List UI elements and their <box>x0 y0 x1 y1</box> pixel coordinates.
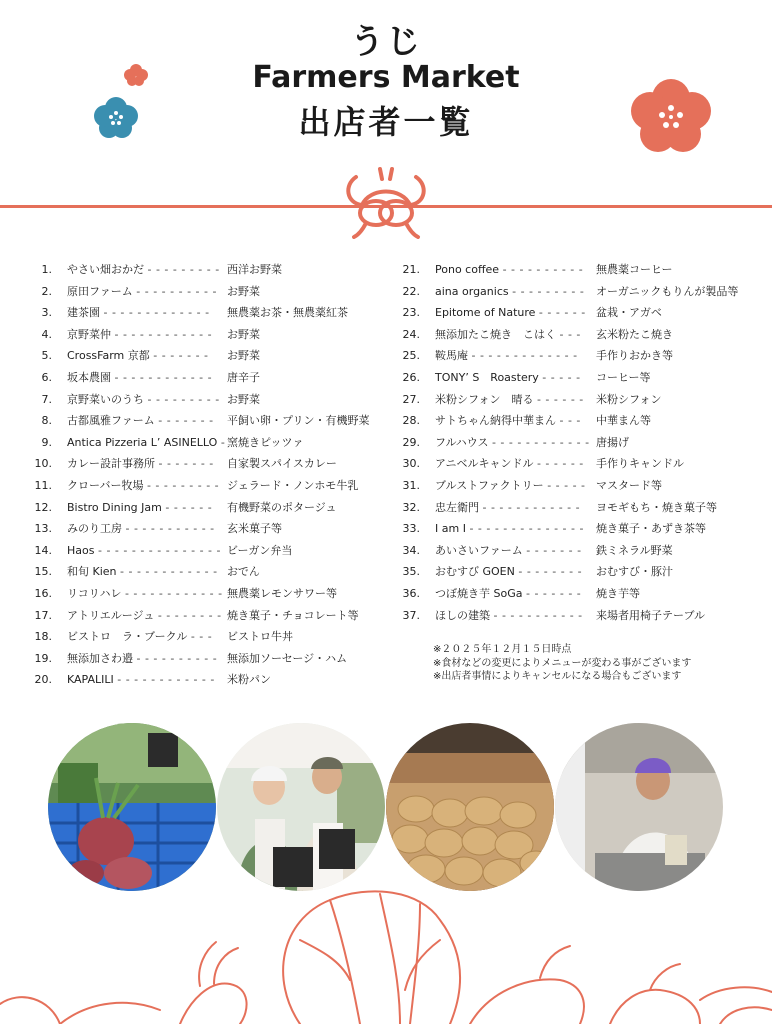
vendor-name-text: カレー設計事務所 <box>67 457 155 471</box>
vendor-name-text: Bistro Dining Jam <box>67 500 162 514</box>
vendor-name <box>67 393 220 407</box>
vendor-number: 27. <box>402 392 420 406</box>
vendor-name <box>67 630 212 644</box>
vendor-number: 5. <box>41 349 52 363</box>
vendor-row <box>398 587 768 609</box>
vendor-item: オーガニックもりんが製品等 <box>596 284 739 298</box>
vendor-item: 中華まん等 <box>596 414 651 428</box>
note-date: ※２０２５年１２月１５日時点 <box>433 644 572 655</box>
vendor-number: 37. <box>402 608 420 622</box>
vendor-number: 35. <box>402 565 420 579</box>
vendor-name <box>435 587 581 601</box>
vendor-leader-dots: - - - - - - - - - <box>146 478 220 492</box>
cook-at-stall-photo <box>555 723 723 891</box>
vendor-leader-dots: - - - - - - - - <box>518 565 583 579</box>
vendor-item: 無農薬レモンサワー等 <box>227 586 337 600</box>
vendor-row <box>398 306 768 328</box>
vendor-name <box>435 457 584 471</box>
vendor-row <box>398 393 768 415</box>
vendor-row <box>398 285 768 307</box>
vendor-item: お野菜 <box>227 349 260 363</box>
vendor-leader-dots: - - - <box>559 327 581 341</box>
vendor-leader-dots: - - - - - - - - - - - <box>493 608 583 622</box>
vendor-item: 来場者用椅子テーブル <box>596 608 706 622</box>
vendor-number: 3. <box>41 306 52 320</box>
vendor-leader-dots: - - - - - <box>547 478 586 492</box>
vendor-number: 25. <box>402 349 420 363</box>
vendor-name-text: CrossFarm 京都 <box>67 349 150 363</box>
vendor-leader-dots: - - - - - - - - - - - - - <box>471 349 578 363</box>
vendor-item: 焼き芋等 <box>596 586 640 600</box>
vendor-name <box>435 501 580 515</box>
vendor-name <box>435 414 581 428</box>
vendor-number: 31. <box>402 478 420 492</box>
vendor-row <box>30 328 400 350</box>
vendor-leader-dots: - - - - - - - - - <box>147 392 220 406</box>
vendor-number: 23. <box>402 306 420 320</box>
vendor-name-text: ブルストファクトリー <box>435 478 544 492</box>
vendor-row <box>30 371 400 393</box>
vendor-name-text: Antica Pizzeria L’ ASINELLO <box>67 435 218 449</box>
vendor-number: 10. <box>34 457 52 471</box>
vendor-number: 17. <box>34 608 52 622</box>
vendors-smiling-photo <box>217 723 385 891</box>
vendor-leader-dots: - - - - - - - - - - <box>136 651 218 665</box>
vendor-name-text: 京野菜いのうち <box>67 392 144 406</box>
vendor-item: マスタード等 <box>596 478 662 492</box>
vendor-leader-dots: - - - - - - - - <box>157 608 222 622</box>
vendor-list-right <box>398 263 768 630</box>
vendor-leader-dots: - - - - - - - - - - <box>136 284 217 298</box>
vendor-name <box>435 565 582 579</box>
vendor-name <box>67 436 225 450</box>
vendor-name-text: 坂本農園 <box>67 370 111 384</box>
vendor-row <box>398 544 768 566</box>
vendor-item: お野菜 <box>227 392 260 406</box>
vendor-name <box>435 479 586 493</box>
vendor-number: 18. <box>34 630 52 644</box>
notes <box>433 643 691 684</box>
vendor-name <box>67 587 223 601</box>
vendor-name-text: クローバー牧場 <box>67 478 144 492</box>
vendor-leader-dots: - - - - - - - - - - - - - <box>103 306 210 320</box>
vendor-name <box>67 457 214 471</box>
vendor-row <box>398 436 768 458</box>
vendor-name-text: やさい畑おかだ <box>67 263 144 276</box>
vendor-leader-dots: - - - <box>190 630 213 644</box>
vendor-name <box>67 414 214 428</box>
vendor-leader-dots: - - - <box>559 414 581 428</box>
vendor-item: ビストロ牛丼 <box>227 630 293 644</box>
vendor-item: 無農薬コーヒー <box>596 263 673 276</box>
vendor-name-text: 建茶園 <box>67 306 100 320</box>
vendor-name <box>435 306 586 320</box>
vendor-number: 8. <box>41 414 52 428</box>
vendor-item: 唐揚げ <box>596 435 629 449</box>
vendor-leader-dots: - <box>220 435 226 449</box>
vendor-row <box>30 414 400 436</box>
vendor-name-text: Epitome of Nature <box>435 306 536 320</box>
vendor-row <box>30 349 400 371</box>
vendor-name <box>435 349 578 363</box>
vendor-name-text: 京野菜仲 <box>67 327 111 341</box>
vendor-number: 1. <box>41 263 52 276</box>
vendor-item: 無農薬お茶・無農薬紅茶 <box>227 306 348 320</box>
vendor-item: 玄米菓子等 <box>227 522 282 536</box>
vendor-leader-dots: - - - - - - - - - <box>147 263 220 276</box>
vendor-leader-dots: - - - - - - - - - - - - <box>482 500 581 514</box>
vendor-name <box>435 436 590 450</box>
vendor-row <box>30 652 400 674</box>
vendor-item: 唐辛子 <box>227 370 260 384</box>
vendor-name <box>435 522 584 536</box>
vendor-leader-dots: - - - - - - <box>536 392 584 406</box>
vendor-item: 焼き菓子・チョコレート等 <box>227 608 359 622</box>
vendor-leader-dots: - - - - - - - - - - - - - - <box>469 522 584 536</box>
vendor-row <box>30 285 400 307</box>
vendor-leader-dots: - - - - - - - <box>526 543 582 557</box>
vendor-leader-dots: - - - - - - - - - - <box>502 263 584 276</box>
vendor-name-text: 古都風雅ファーム <box>67 414 155 428</box>
vendor-name <box>435 393 584 407</box>
vendor-name-text: フルハウス <box>435 435 489 449</box>
vendor-name-text: ほしの建築 <box>435 608 490 622</box>
vendor-name <box>67 609 222 623</box>
vendor-name-text: 無添加さわ邉 <box>67 651 133 665</box>
vendor-name-text: 無添加たこ焼き こはく <box>435 327 556 341</box>
vendor-number: 22. <box>402 284 420 298</box>
vendor-row <box>30 522 400 544</box>
vendor-item: お野菜 <box>227 327 260 341</box>
vendor-name-text: つぼ焼き芋 SoGa <box>435 586 523 600</box>
vendor-leader-dots: - - - - - - <box>165 500 213 514</box>
vendor-name-text: おむすび GOEN <box>435 565 515 579</box>
vendor-name <box>67 652 217 666</box>
vendor-row <box>398 565 768 587</box>
vendor-name <box>435 544 582 558</box>
vendor-item: お野菜 <box>227 284 260 298</box>
vendor-number: 14. <box>34 543 52 557</box>
vendor-name <box>435 285 584 299</box>
vendor-name-text: 鞍馬庵 <box>435 349 468 363</box>
vendor-leader-dots: - - - - - - - <box>158 414 214 428</box>
vendor-number: 6. <box>41 370 52 384</box>
vendor-name <box>435 263 583 277</box>
vendor-leader-dots: - - - - - - - <box>525 586 582 600</box>
vendor-item: 有機野菜のポタージュ <box>227 500 337 514</box>
vegetables-basket-photo <box>48 723 216 891</box>
vendor-item: おむすび・豚汁 <box>596 565 673 579</box>
vendor-number: 15. <box>34 565 52 579</box>
vendor-number: 34. <box>402 543 420 557</box>
vendor-name <box>67 673 215 687</box>
vendor-row <box>398 479 768 501</box>
vendor-row <box>398 371 768 393</box>
vendor-name <box>67 371 212 385</box>
vendor-row <box>398 609 768 631</box>
vendor-leader-dots: - - - - - - - - - - - - <box>491 435 590 449</box>
vendor-row <box>398 457 768 479</box>
vendor-item: 無添加ソーセージ・ハム <box>227 651 348 665</box>
vendor-number: 32. <box>402 500 420 514</box>
title-vendor-list: 出店者一覧 <box>298 103 474 141</box>
vendor-row <box>30 587 400 609</box>
vendor-leader-dots: - - - - - <box>542 370 581 384</box>
vendor-name <box>67 479 219 493</box>
vendor-name <box>435 328 581 342</box>
potatoes-crate-photo <box>386 723 554 891</box>
vendor-row <box>30 306 400 328</box>
vendor-row <box>398 501 768 523</box>
vendor-name-text: Haos <box>67 543 95 557</box>
vendor-number: 24. <box>402 327 420 341</box>
vendor-item: 平飼い卵・プリン・有機野菜 <box>227 414 370 428</box>
vendor-name <box>67 306 210 320</box>
vendor-leader-dots: - - - - - - <box>538 306 586 320</box>
vendor-leader-dots: - - - - - - - - - - - - <box>114 370 213 384</box>
vendor-item: コーヒー等 <box>596 370 651 384</box>
vendor-row <box>30 673 400 695</box>
vendor-name-text: 和旬 Kien <box>67 565 117 579</box>
vendor-leader-dots: - - - - - - - - - <box>512 284 585 298</box>
vendor-number: 33. <box>402 522 420 536</box>
vendor-name-text: 原田ファーム <box>67 284 133 298</box>
vendor-name-text: aina organics <box>435 284 509 298</box>
vendor-name <box>67 349 209 363</box>
vendor-name-text: アトリエルージュ <box>67 608 155 622</box>
vendor-number: 30. <box>402 457 420 471</box>
vendor-number: 13. <box>34 522 52 536</box>
vendor-number: 16. <box>34 586 52 600</box>
vendor-row <box>398 263 768 285</box>
vendor-leader-dots: - - - - - - - <box>153 349 209 363</box>
vendor-number: 28. <box>402 414 420 428</box>
vendor-name-text: I am I <box>435 522 466 536</box>
vendor-leader-dots: - - - - - - - - - - - - - - - <box>97 543 221 557</box>
vendor-row <box>398 328 768 350</box>
vendor-row <box>30 263 400 285</box>
vendor-row <box>30 479 400 501</box>
vendor-number: 21. <box>402 263 420 276</box>
vendor-row <box>30 393 400 415</box>
vendor-name <box>67 565 218 579</box>
vendor-leader-dots: - - - - - - - - - - - <box>125 522 215 536</box>
vendor-number: 11. <box>34 478 52 492</box>
vendor-name <box>435 609 583 623</box>
vendor-name <box>67 544 221 558</box>
vendor-item: おでん <box>227 565 260 579</box>
vendor-number: 36. <box>402 586 420 600</box>
vendor-item: 盆栽・アガベ <box>596 306 662 320</box>
vendor-name <box>67 522 215 536</box>
note-menu-change: ※食材などの変更によりメニューが変わる事がございます <box>433 657 692 669</box>
title-farmers-market: Farmers Market <box>252 60 520 95</box>
vendor-item: 米粉シフォン <box>596 392 662 406</box>
vendor-name-text: TONY’ S Roastery <box>435 370 539 384</box>
vendor-item: ビーガン弁当 <box>227 543 293 557</box>
vendor-name <box>435 371 581 385</box>
vendor-leader-dots: - - - - - - - <box>158 457 214 471</box>
vendor-number: 26. <box>402 370 420 384</box>
vendor-name-text: ビストロ ラ・ブークル <box>67 630 188 644</box>
vendor-number: 9. <box>41 435 52 449</box>
vendor-name <box>67 285 217 299</box>
vendor-row <box>30 436 400 458</box>
vendor-row <box>30 630 400 652</box>
vendor-number: 29. <box>402 435 420 449</box>
vendor-row <box>30 544 400 566</box>
vendor-name-text: Pono coffee <box>435 263 500 276</box>
vendor-row <box>30 609 400 631</box>
vendor-leader-dots: - - - - - - <box>536 457 584 471</box>
vendor-row <box>398 414 768 436</box>
vendor-name <box>67 328 212 342</box>
vendor-name <box>67 501 212 515</box>
vendor-row <box>30 457 400 479</box>
vendor-item: 焼き菓子・あずき茶等 <box>596 522 706 536</box>
vendor-item: 手作りおかき等 <box>596 349 673 363</box>
vendor-leader-dots: - - - - - - - - - - - - <box>124 586 223 600</box>
vendor-number: 20. <box>34 673 52 687</box>
mizuhiki-knot-icon <box>336 165 436 239</box>
vendor-name-text: リコリハレ <box>67 586 122 600</box>
vendor-name-text: みのり工房 <box>67 522 122 536</box>
vendor-item: 手作りキャンドル <box>596 457 684 471</box>
vendor-item: 米粉パン <box>227 673 271 687</box>
vendor-name-text: サトちゃん納得中華まん <box>435 414 556 428</box>
vendor-number: 7. <box>41 392 52 406</box>
vendor-item: 窯焼きピッツァ <box>227 435 304 449</box>
vegetable-line-art <box>0 880 772 1024</box>
vendor-row <box>398 349 768 371</box>
vendor-name-text: 忠左衛門 <box>435 500 479 514</box>
vendor-item: 西洋お野菜 <box>227 263 282 276</box>
title-uji: うじ <box>350 22 422 62</box>
vendor-number: 19. <box>34 651 52 665</box>
vendor-item: ジェラード・ノンホモ牛乳 <box>227 478 359 492</box>
note-cancellation: ※出店者事情によりキャンセルになる場合もございます <box>433 671 682 682</box>
vendor-leader-dots: - - - - - - - - - - - - <box>120 565 218 579</box>
vendor-leader-dots: - - - - - - - - - - - - <box>114 327 213 341</box>
vendor-row <box>398 522 768 544</box>
vendor-item: 鉄ミネラル野菜 <box>596 543 673 557</box>
vendor-item: 玄米粉たこ焼き <box>596 327 673 341</box>
vendor-row <box>30 501 400 523</box>
vendor-item: ヨモギもち・焼き菓子等 <box>596 500 717 514</box>
vendor-name-text: KAPALILI <box>67 673 114 687</box>
vendor-leader-dots: - - - - - - - - - - - - <box>117 673 215 687</box>
vendor-number: 12. <box>34 500 52 514</box>
vendor-name-text: 米粉シフォン 晴る <box>435 392 534 406</box>
vendor-number: 4. <box>41 327 52 341</box>
vendor-number: 2. <box>41 284 52 298</box>
vendor-name <box>67 263 220 277</box>
vendor-list-left <box>30 263 400 695</box>
header <box>0 0 772 240</box>
vendor-name-text: あいさいファーム <box>435 543 523 557</box>
vendor-row <box>30 565 400 587</box>
vendor-name-text: アニベルキャンドル <box>435 457 534 471</box>
vendor-item: 自家製スパイスカレー <box>227 457 337 471</box>
